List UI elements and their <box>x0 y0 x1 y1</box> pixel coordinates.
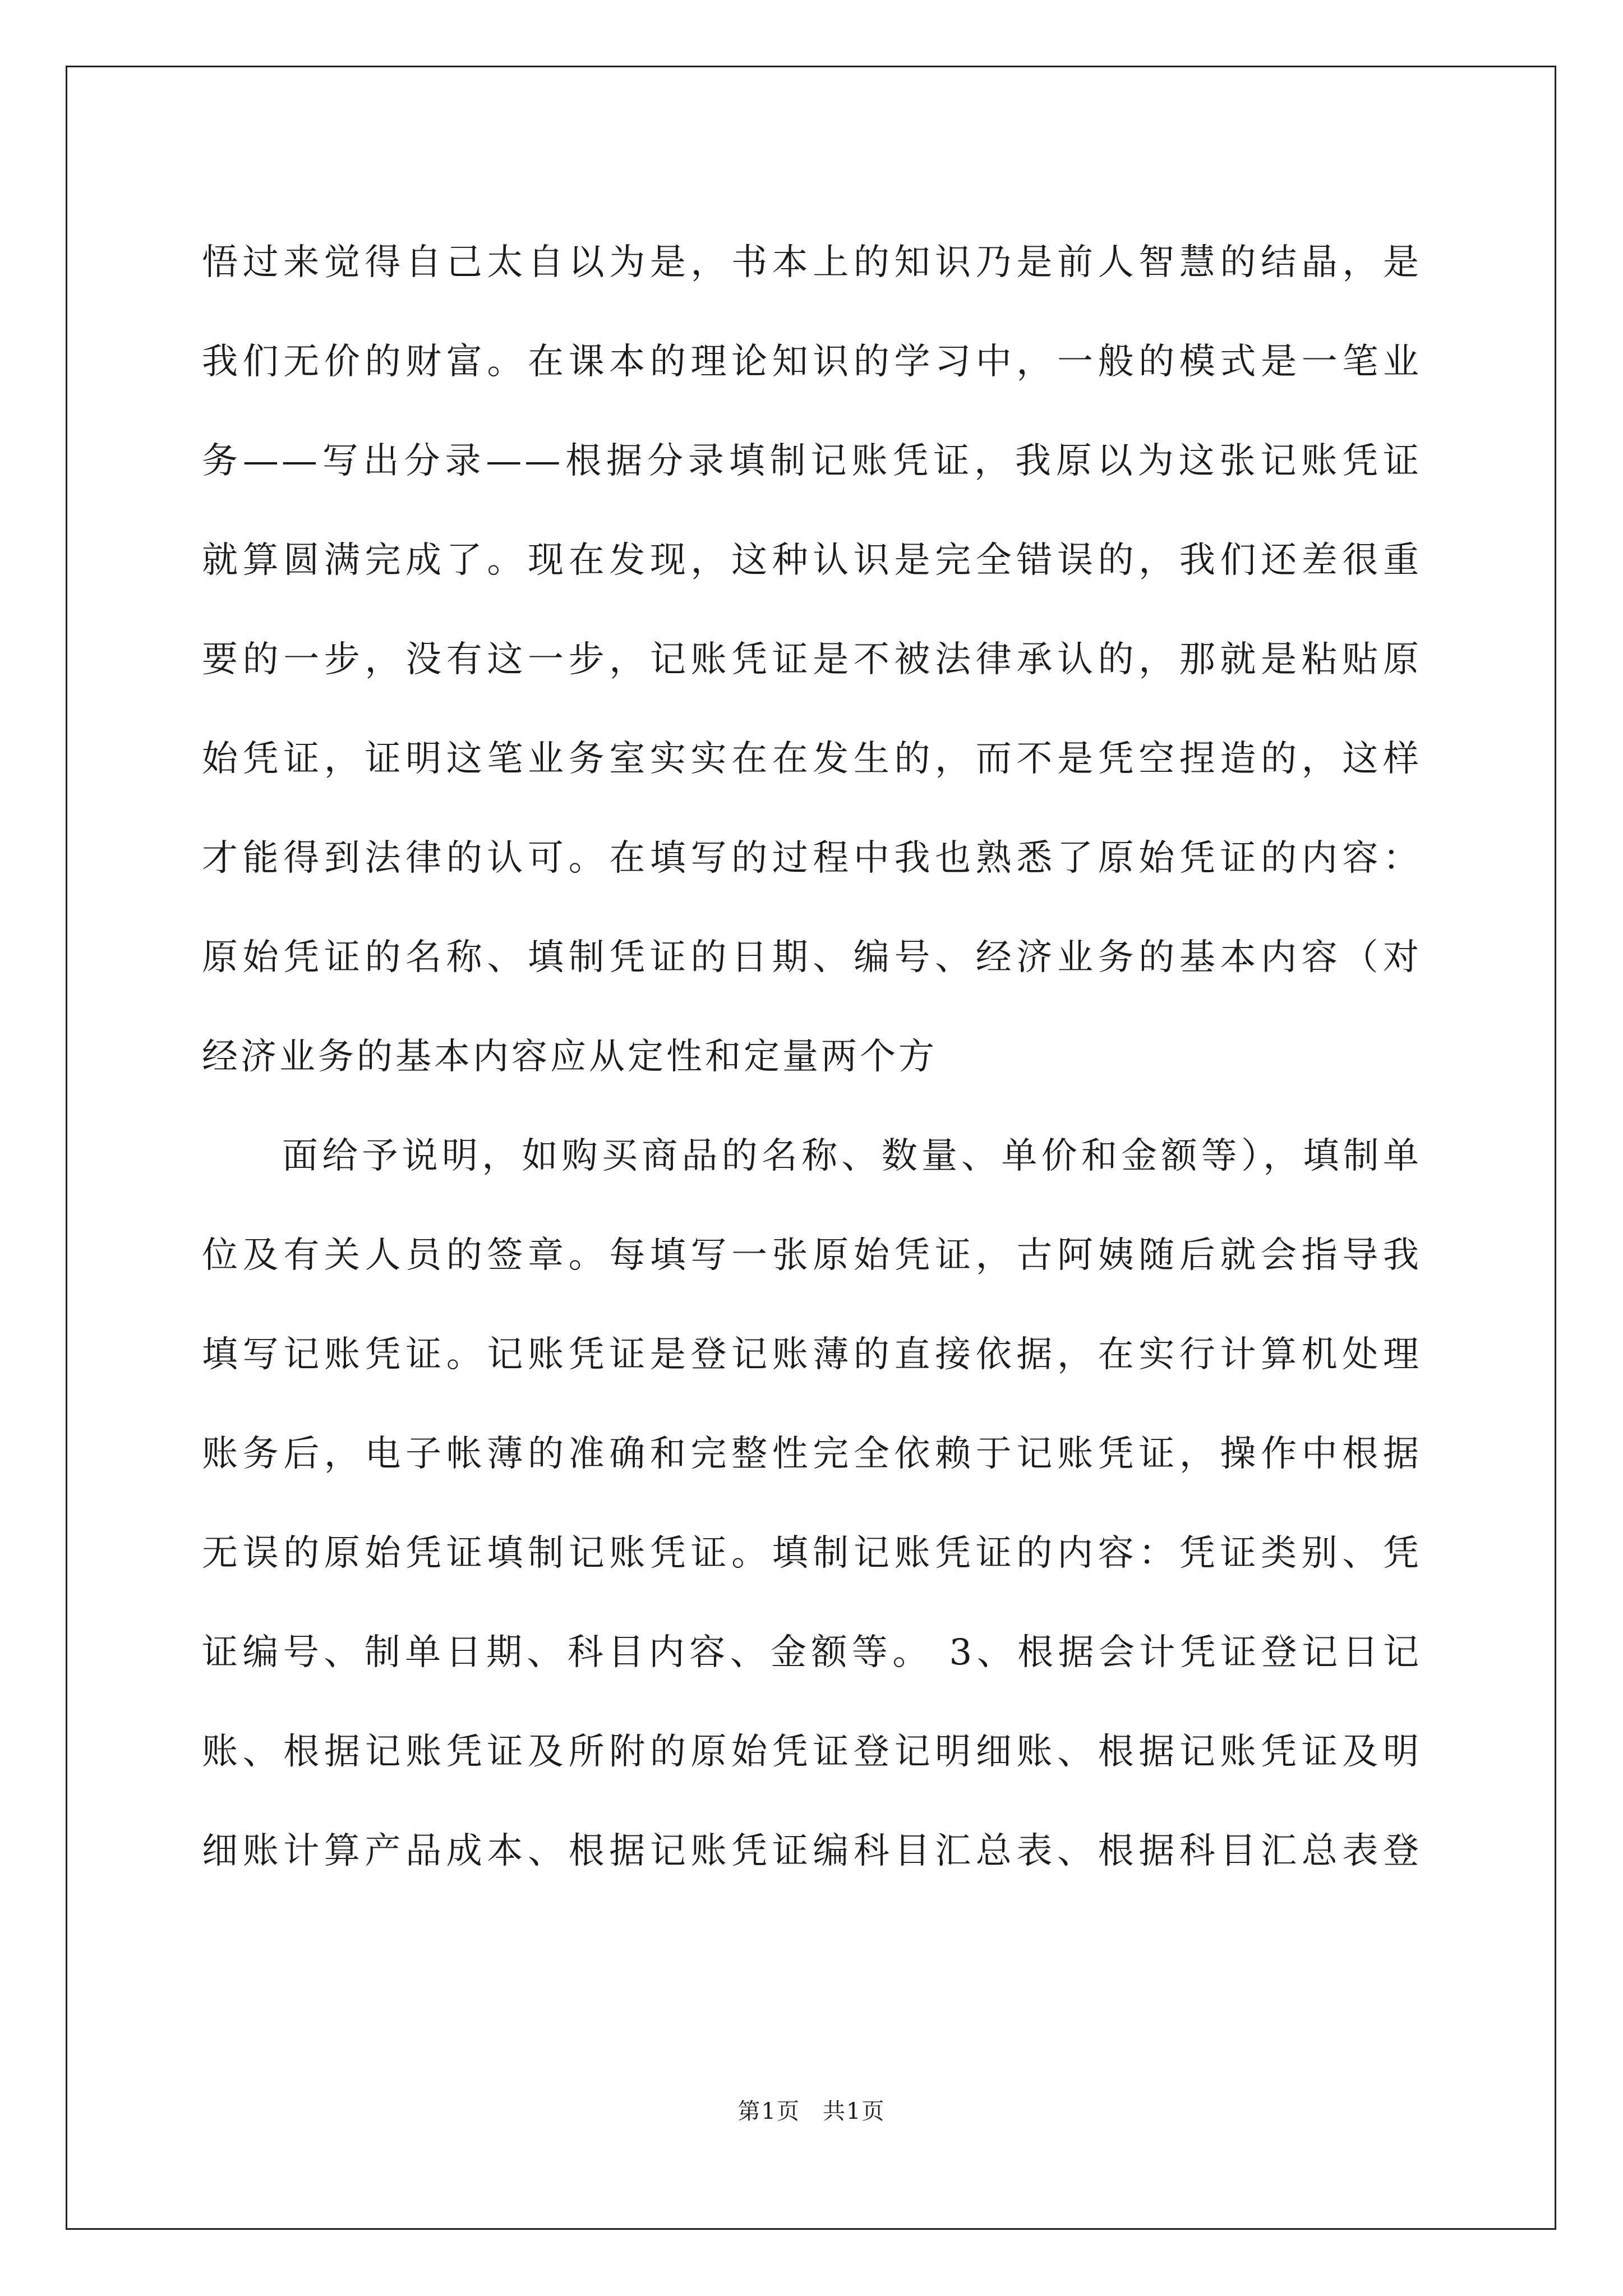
text-line: 账、根据记账凭证及所附的原始凭证登记明细账、根据记账凭证及明 <box>202 1731 1422 1773</box>
text-line: 要的一步，没有这一步，记账凭证是不被法律承认的，那就是粘贴原 <box>202 639 1422 680</box>
text-line: 务——写出分录——根据分录填制记账凭证，我原以为这张记账凭证 <box>202 440 1422 482</box>
page-footer <box>0 2093 1623 2125</box>
text-line: 证编号、制单日期、科目内容、金额等。 3、根据会计凭证登记日记 <box>202 1632 1422 1673</box>
text-line: 填写记账凭证。记账凭证是登记账薄的直接依据，在实行计算机处理 <box>202 1334 1422 1375</box>
text-line: 我们无价的财富。在课本的理论知识的学习中，一般的模式是一笔业 <box>202 341 1422 383</box>
page-number-total: 共1页 <box>823 2099 886 2124</box>
text-line: 经济业务的基本内容应从定性和定量两个方 <box>202 1036 937 1078</box>
text-line: 账务后，电子帐薄的准确和完整性完全依赖于记账凭证，操作中根据 <box>202 1433 1422 1475</box>
text-line: 就算圆满完成了。现在发现，这种认识是完全错误的，我们还差很重 <box>202 540 1422 581</box>
text-line: 位及有关人员的签章。每填写一张原始凭证，古阿姨随后就会指导我 <box>202 1235 1422 1276</box>
text-line: 悟过来觉得自己太自以为是，书本上的知识乃是前人智慧的结晶，是 <box>202 242 1422 283</box>
text-line: 细账计算产品成本、根据记账凭证编科目汇总表、根据科目汇总表登 <box>202 1830 1422 1872</box>
document-body <box>202 213 1422 1901</box>
text-line: 无误的原始凭证填制记账凭证。填制记账凭证的内容：凭证类别、凭 <box>202 1533 1422 1574</box>
text-line: 原始凭证的名称、填制凭证的日期、编号、经济业务的基本内容（对 <box>202 937 1422 978</box>
text-line: 面给予说明，如购买商品的名称、数量、单价和金额等），填制单 <box>282 1135 1422 1177</box>
text-line: 始凭证，证明这笔业务室实实在在发生的，而不是凭空捏造的，这样 <box>202 738 1422 780</box>
text-line: 才能得到法律的认可。在填写的过程中我也熟悉了原始凭证的内容： <box>202 838 1422 879</box>
page-number-current: 第1页 <box>737 2099 800 2124</box>
